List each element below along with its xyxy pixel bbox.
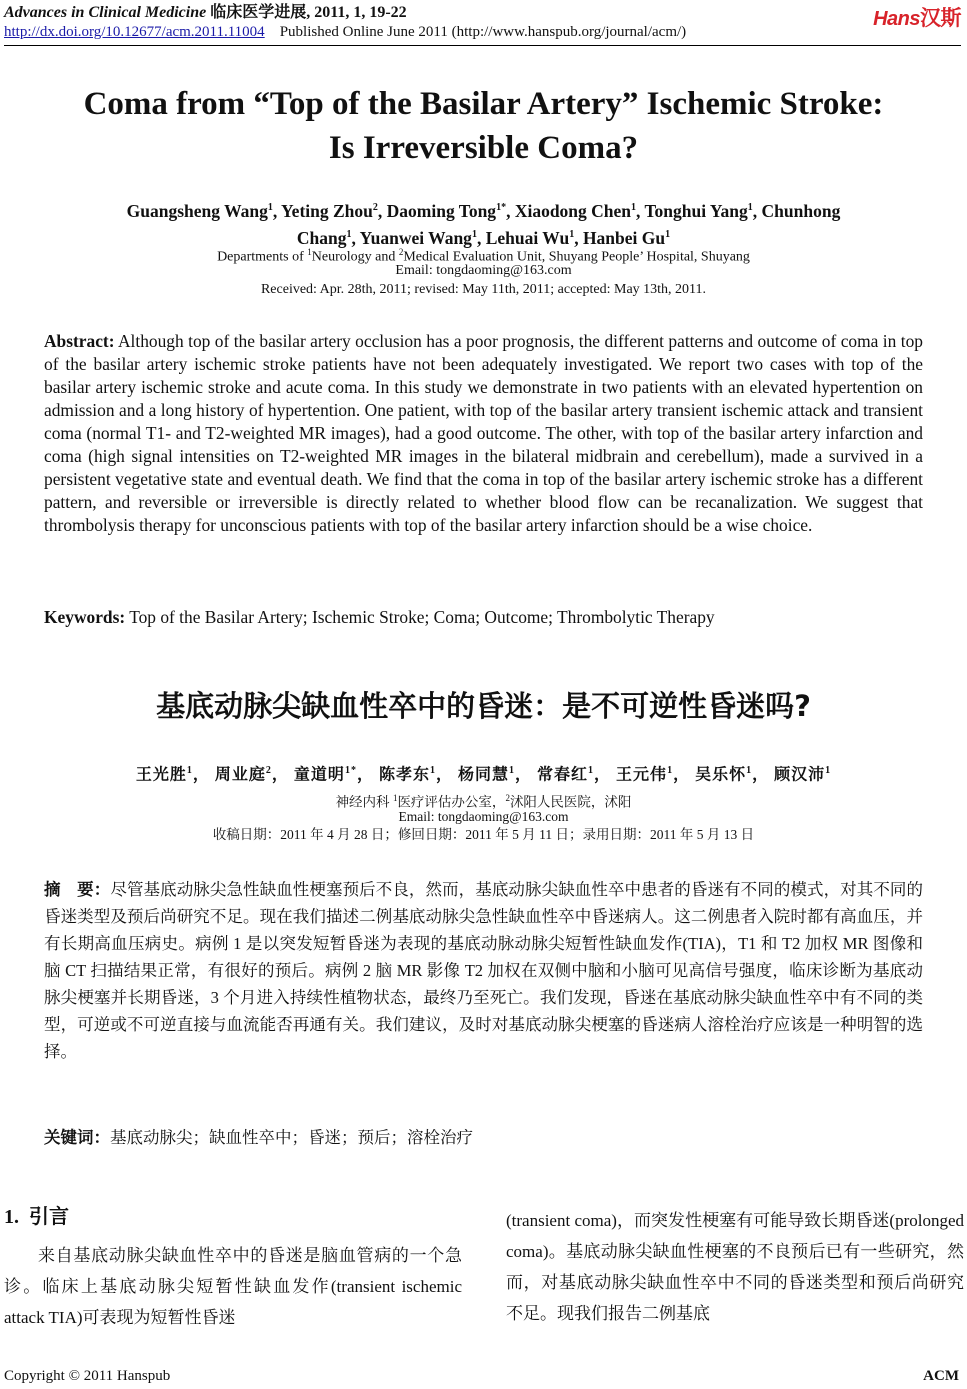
hans-logo [873,2,961,32]
author-cn: 陈孝东 [378,766,430,784]
doi-link[interactable]: http://dx.doi.org/10.12677/acm.2011.11004 [4,24,265,40]
keywords-cn [44,1126,923,1150]
author-cn: 顾汉沛 [774,766,826,784]
author-cn: 童道明 [293,766,345,784]
abstract-cn [44,876,923,1065]
keywords-text: Top of the Basilar Artery; Ischemic Stroke; Coma; Outcome; Thrombolytic Therapy [125,607,715,627]
keywords-label-cn: 关键词： [44,1128,110,1147]
header-rule [4,45,961,46]
author: Chunhong [761,200,841,221]
section-heading [4,1202,69,1231]
author: Guangsheng Wang [126,200,268,221]
section-number: 1. [4,1206,19,1228]
affiliation-prefix: Departments of [217,249,308,265]
affiliation-dept: Medical Evaluation Unit, Shuyang People’ Hospital, Shuyang [403,249,750,265]
author-cn: 周业庭 [214,766,266,784]
author-cn: 常春红 [537,766,589,784]
dates-cn: 收稿日期：2011 年 4 月 28 日；修回日期：2011 年 5 月 11 日；录用日期：2011 年 5 月 13 日 [212,827,755,842]
hospital-cn: 沭阳人民医院，沭阳 [509,794,632,810]
body-column-left: 来自基底动脉尖缺血性卒中的昏迷是脑血管病的一个急诊。临床上基底动脉尖短暂性缺血发作(transient ischemic attack TIA)可表现为短暂性昏迷 [4,1246,462,1327]
abstract-label-cn: 摘 要： [44,880,111,899]
keywords-en [44,606,923,629]
abstract-text: Although top of the basilar artery occlusion has a poor prognosis, the different patterns and outcome of coma in top of the basilar artery ischemic stroke patients have not been adequately investigated. We report two cases with top of the basilar artery ischemic stroke and acute coma. In this study we demonstrate in two patients with an elevated hypertention on admission and a long history of hypertention. One patient, with top of the basilar artery transient ischemic attack and transient coma (normal T1- and T2-weighted MR images), had a good outcome. The other, with top of the basilar artery infarction and coma (high signal intensities on T2-weighted MR images in the bilateral midbrain and cerebellum), made a survived in a persistent vegetative state and eventual death. We find that the coma in top of the basilar artery ischemic stroke has a different pattern, and reversible or irreversible is directly related to whether blood flow can be recanalization. We suggest that thrombolysis therapy for unconscious patients with top of the basilar artery infarction should be a wise choice. [44,331,923,535]
author: Hanbei Gu [582,227,666,248]
page-footer [4,1367,959,1386]
title-line-1: Coma from “Top of the Basilar Artery” Ischemic Stroke: [83,86,884,122]
logo-text: Hans [873,8,920,30]
section-title: 引言 [29,1204,69,1228]
running-header [4,2,959,42]
doi-line [4,23,959,42]
journal-name: Advances in Clinical Medicine [4,4,207,21]
affiliation-cn: 神经内科 $^1$医疗评估办公室，$^2$沭阳人民医院，沭阳 [335,793,632,810]
journal-citation [4,2,959,23]
author: Chang [296,227,347,248]
journal-name-cn: 临床医学进展 [210,4,307,21]
abstract-label: Abstract: [44,331,115,351]
journal-abbr: ACM [923,1368,959,1384]
affiliation-dept-cn: 神经内科 [335,794,393,810]
email-en: Email: tongdaoming@163.com [395,263,572,278]
affiliation-dept: Neurology and [311,249,399,265]
author: Yuanwei Wang [359,227,472,248]
author-cn: 杨同慧 [457,766,509,784]
citation: , 2011, 1, 19-22 [306,4,407,21]
paper-title-en [20,82,947,170]
logo-text-cn: 汉斯 [920,7,961,30]
author: Yeting Zhou [280,200,373,221]
copyright: Copyright © 2011 Hanspub [4,1368,171,1384]
abstract-text-cn: 尽管基底动脉尖急性缺血性梗塞预后不良，然而，基底动脉尖缺血性卒中患者的昏迷有不同的模式，对其不同的昏迷类型及预后尚研究不足。现在我们描述二例基底动脉尖急性缺血性卒中昏迷病人。这二例患者入院时都有高血压，并有长期高血压病史。病例 1 是以突发短暂昏迷为表现的基底动脉动脉尖短暂性缺血发作(TIA)，T1 和 T2 加权 MR 图像和脑 CT 扫描结果正常，有很好的预后。病例 2 脑 MR 影像 T2 加权在双侧中脑和小脑可见高信号强度，临床诊断为基底动脉尖梗塞并长期昏迷，3 个月进入持续性植物状态，最终乃至死亡。我们发现，昏迷在基底动脉尖缺血性卒中有不同的类型，可逆或不可逆直接与血流能否再通有关。我们建议，及时对基底动脉尖梗塞的昏迷病人溶栓治疗应该是一种明智的选择。 [44,880,924,1061]
body-column-right: (transient coma)，而突发性梗塞有可能导致长期昏迷(prolonged coma)。基底动脉尖缺血性梗塞的不良预后已有一些研究，然而，对基底动脉尖缺血性卒中不同的昏迷类型和预后尚研究不足。现我们报告二例基底 [506,1211,964,1323]
author-cn: 王光胜 [135,766,187,784]
author-cn: 吴乐怀 [695,766,747,784]
author-list-cn: 王光胜$^1$， 周业庭$^2$， 童道明$^{1*}$， 陈孝东$^1$， 杨同慧$^1$， 常春红$^1$， 王元伟$^1$， 吴乐怀$^1$， 顾汉沛$^1$ [135,765,832,784]
author: Tonghui Yang [644,200,748,221]
received-dates-en: Received: Apr. 28th, 2011; revised: May 11th, 2011; accepted: May 13th, 2011. [260,282,707,297]
keywords-text-cn: 基底动脉尖；缺血性卒中；昏迷；预后；溶栓治疗 [110,1128,473,1147]
author: Daoming Tong [386,200,497,221]
abstract-en [44,330,923,537]
paper-title-cn: 基底动脉尖缺血性卒中的昏迷：是不可逆性昏迷吗? [156,689,811,723]
title-line-2: Is Irreversible Coma? [328,130,639,166]
author: Lehuai Wu [485,227,570,248]
author-list-en: Guangsheng Wang$^1$, Yeting Zhou$^2$, Daoming Tong$^{1*}$, Xiaodong Chen$^1$, Tonghui Yang$^1$, Chunhong Chang$^1$, Yuanwei Wang$^1$, Lehuai Wu$^1$, Hanbei Gu$^1$ [126,200,841,248]
affiliation-en: Departments of $^1$Neurology and $^2$Medical Evaluation Unit, Shuyang People’ Hospital, Shuyang [217,247,750,265]
email-cn: Email: tongdaoming@163.com [398,809,569,824]
author: Xiaodong Chen [514,200,632,221]
affiliation-dept-cn: 医疗评估办公室， [397,794,506,810]
author-cn: 王元伟 [616,766,668,784]
keywords-label: Keywords: [44,607,126,627]
published-online: Published Online June 2011 (http://www.hanspub.org/journal/acm/) [279,24,687,40]
